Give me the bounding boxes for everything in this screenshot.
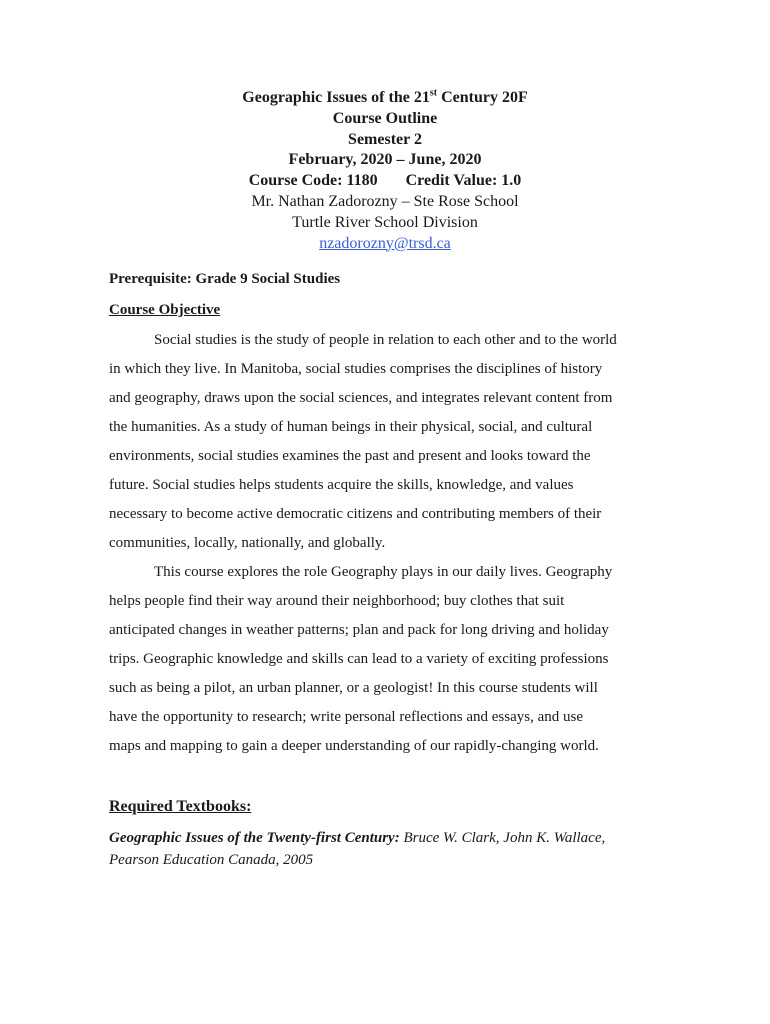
email-link[interactable]: nzadorozny@trsd.ca	[319, 234, 451, 252]
paragraph-line: future. Social studies helps students acquire the skills, knowledge, and values	[109, 477, 574, 493]
paragraph-line: maps and mapping to gain a deeper understanding of our rapidly-changing world.	[109, 738, 599, 754]
course-title	[0, 88, 770, 109]
section-heading-textbooks: Required Textbooks:	[109, 798, 252, 815]
school-division: Turtle River School Division	[292, 213, 478, 231]
objective-paragraph-2	[109, 558, 669, 761]
course-dates: February, 2020 – June, 2020	[288, 151, 482, 169]
course-code-line	[0, 171, 770, 192]
objective-paragraph-1	[109, 326, 669, 558]
teacher-name: Mr. Nathan Zadorozny – Ste Rose School	[251, 192, 519, 210]
paragraph-line: the humanities. As a study of human beings in their physical, social, and cultural	[109, 419, 593, 435]
course-title-superscript: st	[429, 87, 438, 99]
paragraph-line: in which they live. In Manitoba, social studies comprises the disciplines of history	[109, 361, 603, 377]
paragraph-line: anticipated changes in weather patterns; plan and pack for long driving and holiday	[109, 622, 609, 638]
textbook-authors: Bruce W. Clark, John K. Wallace,	[399, 830, 606, 846]
course-title-end: Century 20F	[437, 89, 528, 106]
course-title-main: Geographic Issues of the 21	[242, 89, 430, 106]
textbook-citation	[109, 827, 689, 871]
paragraph-line: have the opportunity to research; write personal reflections and essays, and use	[109, 709, 584, 725]
paragraph-line: environments, social studies examines the past and present and looks toward the	[109, 448, 591, 464]
paragraph-line: and geography, draws upon the social sciences, and integrates relevant content from	[109, 390, 613, 406]
semester: Semester 2	[348, 130, 422, 148]
paragraph-line: communities, locally, nationally, and globally.	[109, 535, 386, 551]
textbook-title: Geographic Issues of the Twenty-first Century:	[109, 830, 400, 846]
textbook-publisher: Pearson Education Canada, 2005	[109, 852, 314, 868]
paragraph-line: helps people find their way around their neighborhood; buy clothes that suit	[109, 593, 565, 609]
paragraph-line: trips. Geographic knowledge and skills can lead to a variety of exciting professions	[109, 651, 609, 667]
section-heading-objective: Course Objective	[109, 302, 221, 318]
course-code: Course Code: 1180	[248, 172, 378, 190]
prerequisite: Prerequisite: Grade 9 Social Studies	[109, 271, 341, 287]
paragraph-line: necessary to become active democratic citizens and contributing members of their	[109, 506, 602, 522]
credit-value: Credit Value: 1.0	[405, 172, 522, 190]
course-subtitle: Course Outline	[332, 109, 438, 127]
course-header	[0, 88, 770, 254]
paragraph-line: such as being a pilot, an urban planner, or a geologist! In this course students will	[109, 680, 598, 696]
paragraph-line: This course explores the role Geography plays in our daily lives. Geography	[154, 564, 613, 580]
paragraph-line: Social studies is the study of people in relation to each other and to the world	[154, 332, 617, 348]
